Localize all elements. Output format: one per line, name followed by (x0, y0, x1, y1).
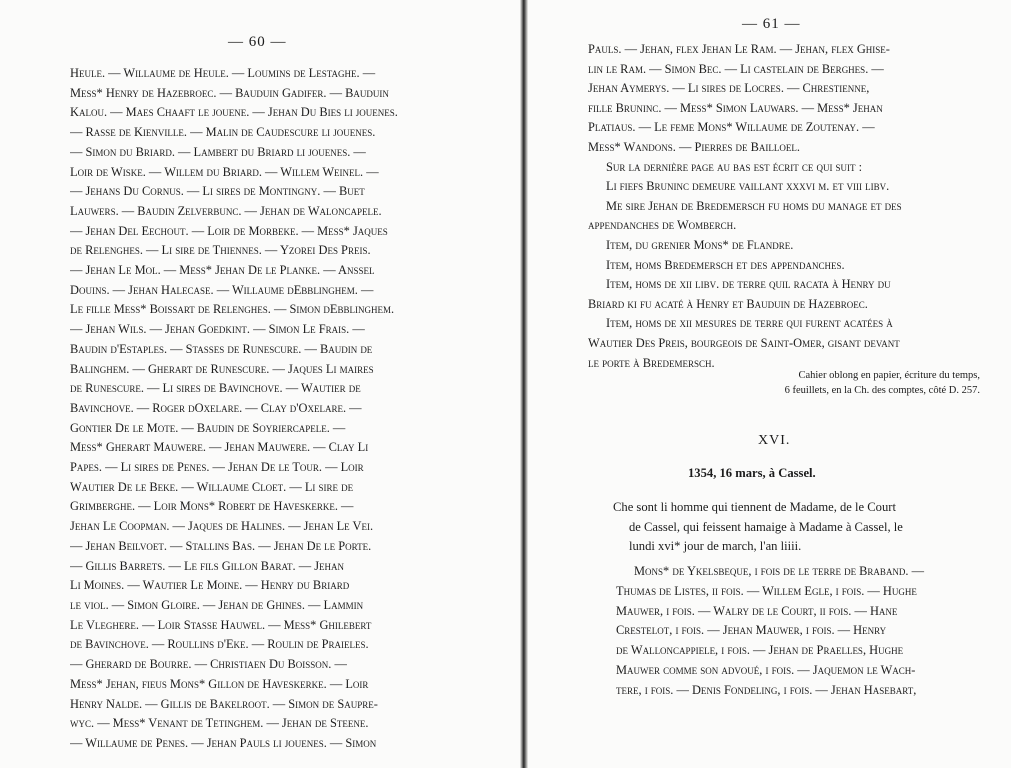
text-line: Douins. — Jehan Halecase. — Willaume dEbblinghem. — (70, 282, 374, 297)
text-line: Platiaus. — Le feme Mons* Willaume de Zoutenay. — (588, 120, 875, 135)
text-line: de Bavinchove. — Roullins d'Eke. — Roulin de Praieles. (70, 637, 369, 652)
intro-line: de Cassel, qui feissent hamaige à Madame à Cassel, le (629, 519, 903, 534)
text-line: de Runescure. — Li sires de Bavinchove. — Wautier de (70, 381, 361, 396)
text-line: Papes. — Li sires de Penes. — Jehan De le Tour. — Loir (70, 460, 364, 475)
text-line: — Gherard de Bourre. — Christiaen Du Boisson. — (70, 657, 347, 672)
text-line: Heule. — Willaume de Heule. — Loumins de Lestaghe. — (70, 66, 376, 80)
paragraph-line: Item, homs de xii mesures de terre qui furent acatées à (606, 316, 893, 331)
paragraph-line: Item, homs de xii libv. de terre quil racata à Henry du (606, 277, 891, 292)
intro-line: lundi xvi* jour de march, l'an liiii. (629, 539, 802, 553)
text-line: Henry Nalde. — Gillis de Bakelroot. — Simon de Saupre- (70, 696, 378, 711)
text-line: — Jehan Beilvoet. — Stallins Bas. — Jehan De le Porte. (70, 538, 372, 553)
text-line: Li Moines. — Wautier Le Moine. — Henry du Briard (70, 578, 350, 593)
left-text-block (70, 64, 450, 754)
right-page (528, 0, 1011, 768)
paragraph-line: le porte à Bredemersch. (588, 355, 715, 370)
text-line: fille Bruninc. — Mess* Simon Lauwars. — Mess* Jehan (588, 100, 883, 115)
text-line: wyc. — Mess* Venant de Tetinghem. — Jehan de Steene. (70, 716, 369, 731)
text-line: Mess* Henry de Hazebroec. — Bauduin Gadifer. — Bauduin (70, 85, 389, 100)
right-text-block (588, 40, 968, 373)
paragraph-line: appendanches de Womberch. (588, 218, 737, 233)
text-line: Grimberghe. — Loir Mons* Robert de Haveskerke. — (70, 499, 354, 514)
text-line: — Jehan Del Eechout. — Loir de Morbeke. — Mess* Jaques (70, 223, 388, 238)
text-line: Mess* Jehan, fieus Mons* Gillon de Haveskerke. — Loir (70, 676, 369, 691)
text-line: Le fille Mess* Boissart de Relenghes. — Simon dEbblinghem. (70, 302, 395, 317)
text-line: Wautier De le Beke. — Willaume Cloet. — Li sire de (70, 479, 354, 494)
text-line: — Simon du Briard. — Lambert du Briard li jouenes. — (70, 144, 366, 159)
list-line: tere, i fois. — Denis Fondeling, i fois. — Jehan Hasebart, (616, 682, 917, 697)
paragraph-line: Me sire Jehan de Bredemersch fu homs du manage et des (606, 198, 902, 213)
book-gutter (520, 0, 528, 768)
text-line: Mess* Gherart Mauwere. — Jehan Mauwere. — Clay Li (70, 440, 369, 455)
source-citation (728, 368, 980, 398)
text-line: — Jehans Du Cornus. — Li sires de Montingny. — Buet (70, 184, 365, 199)
text-line: Baudin d'Estaples. — Stasses de Runescure. — Baudin de (70, 341, 373, 356)
text-line: — Rasse de Kienville. — Malin de Caudescure li jouenes. (70, 125, 376, 140)
text-line: Loir de Wiske. — Willem du Briard. — Willem Weinel. — (70, 164, 379, 179)
paragraph-line: Item, du grenier Mons* de Flandre. (606, 237, 794, 252)
paragraph-line: Sur la dernière page au bas est écrit ce qui suit : (606, 159, 863, 174)
page-number-left: — 60 — (228, 34, 287, 50)
text-line: le viol. — Simon Gloire. — Jehan de Ghines. — Lammin (70, 597, 364, 612)
text-line: — Jehan Wils. — Jehan Goedkint. — Simon Le Frais. — (70, 322, 365, 337)
intro-paragraph (613, 498, 1001, 557)
text-line: Pauls. — Jehan, flex Jehan Le Ram. — Jehan, flex Ghise- (588, 42, 890, 56)
text-line: — Willaume de Penes. — Jehan Pauls li jouenes. — Simon (70, 735, 377, 750)
list-line: de Walloncappiele, i fois. — Jehan de Praelles, Hughe (616, 643, 904, 658)
paragraph-line: Item, homs Bredemersch et des appendanches. (606, 257, 845, 272)
page-number-right: — 61 — (742, 16, 801, 32)
text-line: Jehan Le Coopman. — Jaques de Halines. — Jehan Le Vei. (70, 519, 374, 534)
text-line: Gontier De le Mote. — Baudin de Soyriercapele. — (70, 420, 346, 435)
text-line: Bavinchove. — Roger dOxelare. — Clay d'Oxelare. — (70, 400, 362, 415)
text-line: Le Vleghere. — Loir Stasse Hauwel. — Mess* Ghilebert (70, 617, 372, 632)
section-title: XVI. (758, 433, 791, 448)
list-line: Thumas de Listes, ii fois. — Willem Egle, i fois. — Hughe (616, 583, 917, 598)
text-line: lin le Ram. — Simon Bec. — Li castelain de Berghes. — (588, 61, 884, 76)
text-line: — Gillis Barrets. — Le fils Gillon Barat. — Jehan (70, 558, 345, 573)
text-line: Mess* Wandons. — Pierres de Bailloel. (588, 139, 800, 154)
paragraph-line: Li fiefs Bruninc demeure vaillant xxxvi m. et viii libv. (606, 179, 890, 194)
list-line: Crestelot, i fois. — Jehan Mauwer, i fois. — Henry (616, 623, 887, 638)
paragraph-line: Wautier Des Preis, bourgeois de Saint-Omer, gisant devant (588, 335, 900, 350)
text-line: Jehan Aymerys. — Li sires de Locres. — Chrestienne, (588, 81, 870, 96)
list-line: Mauwer, i fois. — Walry de le Court, ii fois. — Hane (616, 603, 898, 618)
text-line: Kalou. — Maes Chaaft le jouene. — Jehan Du Bies li jouenes. (70, 105, 398, 120)
citation-line: 6 feuillets, en la Ch. des comptes, côté D. 257. (784, 385, 980, 396)
homage-list (616, 562, 1002, 701)
text-line: de Relenghes. — Li sire de Thiennes. — Yzorei Des Preis. (70, 243, 371, 258)
paragraph-line: Briard ki fu acaté à Henry et Bauduin de Hazebroec. (588, 296, 868, 311)
list-line: Mons* de Ykelsbeque, i fois de le terre de Braband. — (634, 564, 925, 578)
intro-line: Che sont li homme qui tiennent de Madame, de le Court (613, 500, 896, 514)
section-date: 1354, 16 mars, à Cassel. (688, 466, 816, 480)
text-line: — Jehan Le Mol. — Mess* Jehan De le Planke. — Anssel (70, 263, 375, 278)
citation-line: Cahier oblong en papier, écriture du temps, (798, 370, 980, 381)
text-line: Lauwers. — Baudin Zelverbunc. — Jehan de Waloncapele. (70, 203, 382, 218)
text-line: Balinghem. — Gherart de Runescure. — Jaques Li maires (70, 361, 374, 376)
list-line: Mauwer comme son advoué, i fois. — Jaquemon le Wach- (616, 662, 916, 677)
